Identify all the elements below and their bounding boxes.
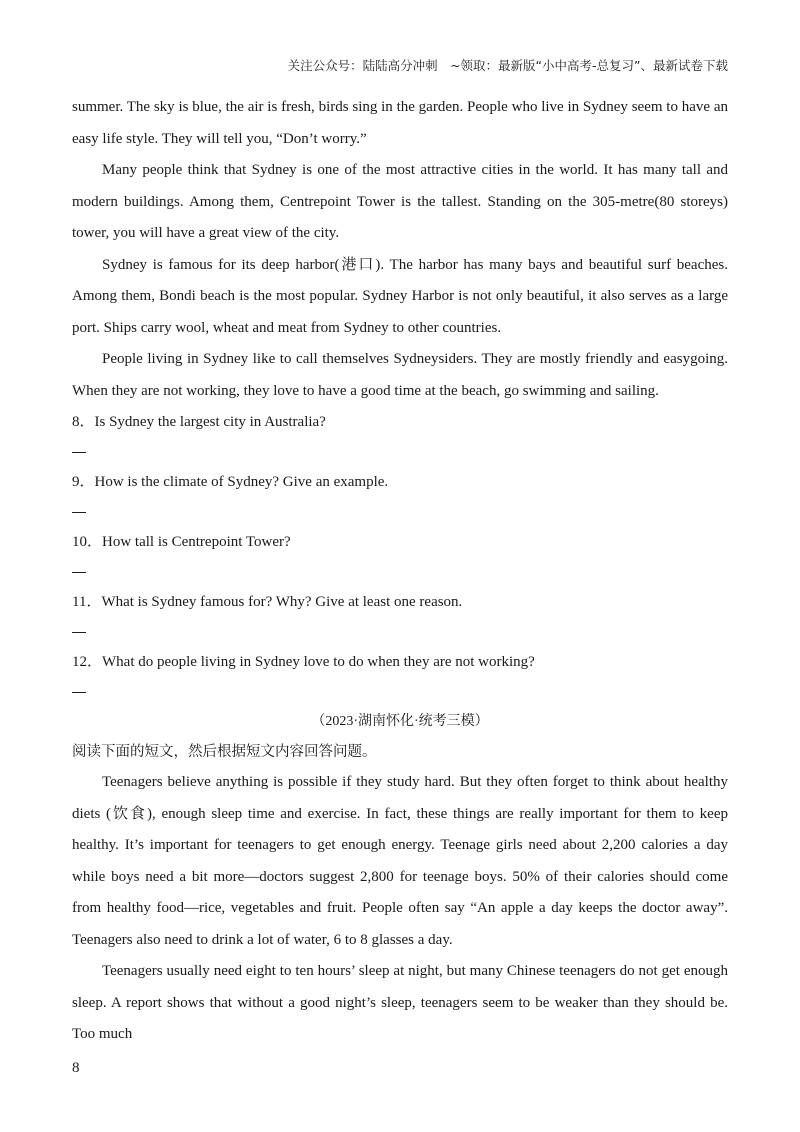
section-source: （2023·湖南怀化·统考三模） bbox=[311, 714, 489, 729]
answer-blank-12 bbox=[72, 677, 728, 707]
page-content bbox=[72, 92, 728, 1051]
passage1-paragraph-3: Sydney is famous for its deep harbor(港口). The harbor has many bays and beautiful surf beaches. Among them, Bondi beach is the most popular. Sydney Harbor is not only beautiful, it also serves as a large port. Ships carry wool, wheat and meat from Sydney to other countries. bbox=[72, 256, 728, 336]
passage2-paragraph-2: Teenagers usually need eight to ten hours’ sleep at night, but many Chinese teenagers do not get enough sleep. A report shows that without a good night’s sleep, teenagers seem to be weaker than they should be. Too much bbox=[72, 963, 728, 1042]
answer-blank-9 bbox=[72, 497, 728, 527]
answer-blank-11 bbox=[72, 617, 728, 647]
passage1-paragraph-4: People living in Sydney like to call themselves Sydneysiders. They are mostly friendly and easygoing. When they are not working, they love to have a good time at the beach, go swimming and sailing. bbox=[72, 351, 728, 399]
answer-blank-8 bbox=[72, 437, 728, 467]
answer-blank-10 bbox=[72, 557, 728, 587]
question-9: 9．How is the climate of Sydney? Give an example. bbox=[72, 474, 389, 490]
passage1-paragraph-1: summer. The sky is blue, the air is fresh, birds sing in the garden. People who live in Sydney seem to have an easy life style. They will tell you, “Don’t worry.” bbox=[72, 99, 728, 147]
question-10: 10．How tall is Centrepoint Tower? bbox=[72, 534, 291, 550]
question-8: 8．Is Sydney the largest city in Australia? bbox=[72, 414, 326, 430]
page-header: 关注公众号：陆陆高分冲刺 ~领取：最新版“小中高考-总复习”、最新试卷下载 bbox=[287, 58, 728, 73]
section-instruction: 阅读下面的短文，然后根据短文内容回答问题。 bbox=[72, 744, 377, 760]
passage2-paragraph-1: Teenagers believe anything is possible if they study hard. But they often forget to think about healthy diets (饮食), enough sleep time and exercise. In fact, these things are really important for them to keep healthy. It’s important for teenagers to get enough energy. Teenage girls need about 2,200 calories a day while boys need a bit more—doctors suggest 2,800 for teenage boys. 50% of their calories should come from healthy food—rice, vegetables and fruit. People often say “An apple a day keeps the doctor away”. Teenagers also need to drink a lot of water, 6 to 8 glasses a day. bbox=[72, 774, 728, 948]
passage1-paragraph-2: Many people think that Sydney is one of the most attractive cities in the world. It has many tall and modern buildings. Among them, Centrepoint Tower is the tallest. Standing on the 305-metre(80 storeys) tower, you will have a great view of the city. bbox=[72, 162, 728, 241]
question-12: 12．What do people living in Sydney love to do when they are not working? bbox=[72, 654, 535, 670]
page-number: 8 bbox=[72, 1060, 80, 1076]
question-11: 11．What is Sydney famous for? Why? Give at least one reason. bbox=[72, 594, 463, 610]
